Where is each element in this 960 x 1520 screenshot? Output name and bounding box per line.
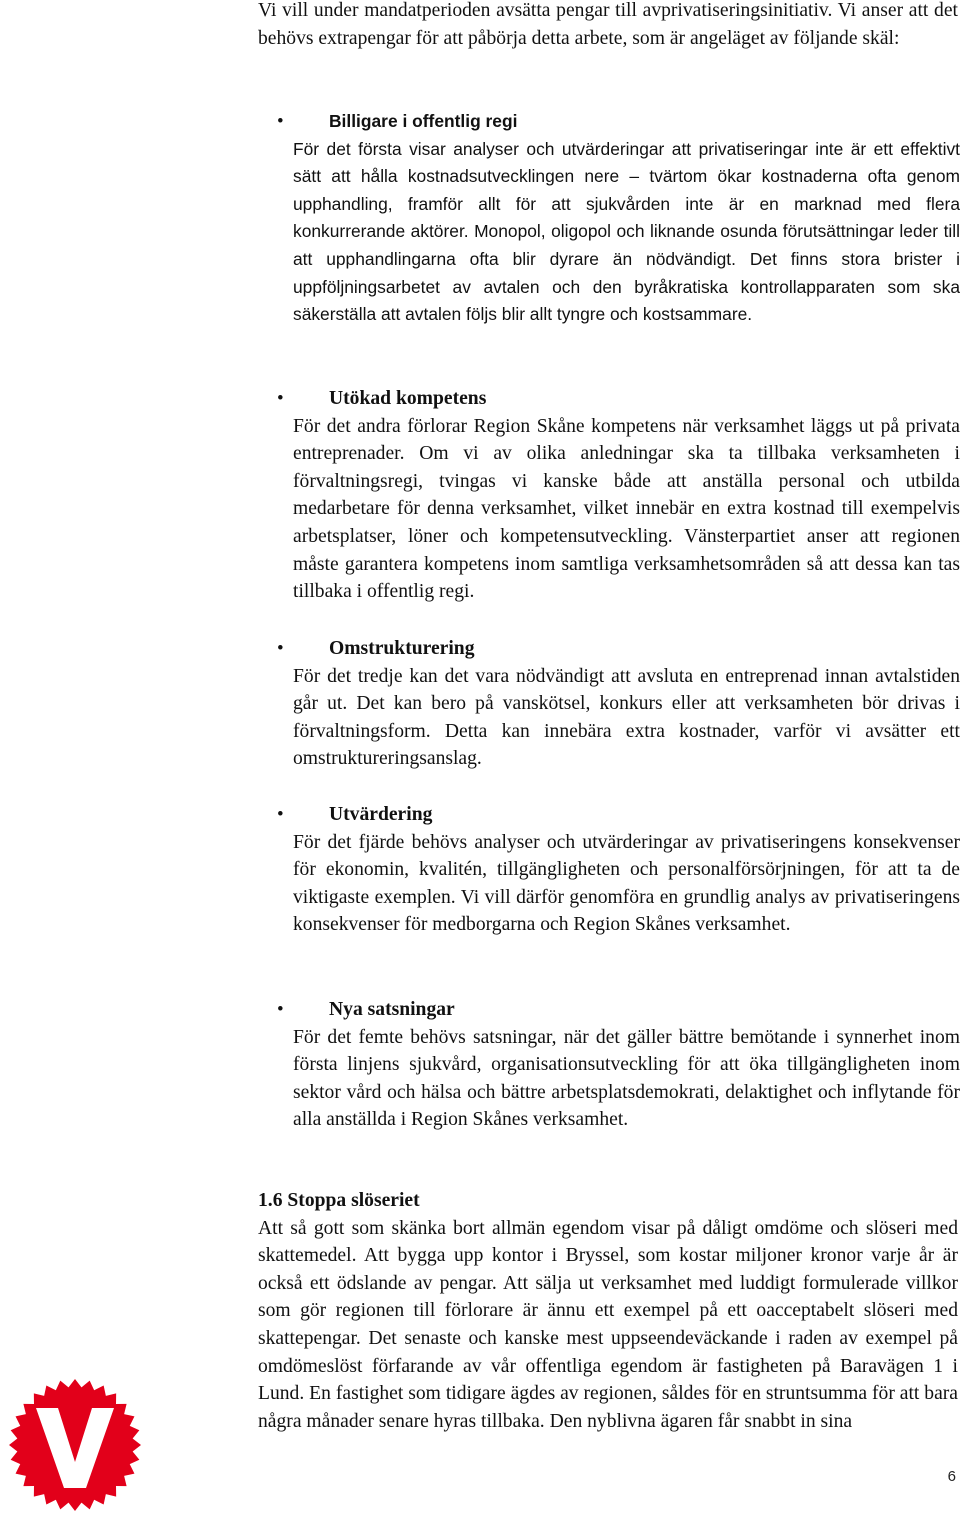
- bullet-text: För det tredje kan det vara nödvändigt att avsluta en entreprenad innan avtalstiden går ut. Det kan bero på vanskötsel, konkurs eller att verksamheten bör drivas i förvaltningsform. Detta kan innebära extra kostnader, varför vi avsätter ett omstruktureringsanslag.: [293, 665, 960, 770]
- section-stoppa-sloseriet: [258, 1187, 958, 1435]
- page-number: 6: [947, 1468, 956, 1485]
- bullet-title: Omstrukturering: [329, 638, 475, 659]
- bullet-marker: •: [277, 638, 284, 659]
- bullet-title: Utökad kompetens: [329, 388, 487, 409]
- bullet-body: [293, 801, 960, 939]
- intro-paragraph: Vi vill under mandatperioden avsätta pengar till avprivatiseringsinitiativ. Vi anser att det behövs extrapengar för att påbörja detta arbete, som är angeläget av följande skäl:: [258, 0, 958, 49]
- bullet-body: [293, 996, 960, 1134]
- bullet-text: För det femte behövs satsningar, när det gäller bättre bemötande i synnerhet inom första linjens sjukvård, organisationsutveckling för att öka tillgängligheten inom sektor vård och hälsa och bättre arbetsplatsdemokrati, delaktighet och inflytande för alla anställda i Region Skånes verksamhet.: [293, 1026, 960, 1131]
- logo-burst: [9, 1379, 141, 1511]
- bullet-title: Utvärdering: [329, 804, 433, 825]
- bullet-title: Billigare i offentlig regi: [329, 111, 518, 131]
- bullet-marker: •: [277, 804, 284, 825]
- bullet-body: [293, 108, 960, 329]
- bullet-text: För det första visar analyser och utvärderingar att privatiseringar inte är ett effektivt sätt att hålla kostnadsutvecklingen nere – tvärtom ökar kostnaderna ofta genom upphandling, framför allt för att sjukvården inte är en marknad med flera konkurrerande aktörer. Monopol, oligopol och liknande osunda förutsättningar leder till att upphandlingarna ofta blir dyrare än nödvändigt. Det finns stora brister i uppföljningsarbetet av avtalen och den byråkratiska kontrollapparaten som ska säkerställa att avtalen följs blir allt tyngre och kostsammare.: [293, 138, 960, 325]
- bullet-marker: •: [277, 388, 284, 409]
- section-text: Att så gott som skänka bort allmän egendom visar på dåligt omdöme och slöseri med skattemedel. Att bygga upp kontor i Bryssel, som kostar miljoner kronor varje år är också ett ödslande av pengar. Att sälja ut verksamhet med luddigt formulerade villkor som gör regionen till förlorare är ännu ett exempel på ett oacceptabelt slöseri med skattepengar. Det senaste och kanske mest uppseendeväckande i raden av exempel på omdömeslöst förfarande av vår offentliga egendom är fastigheten på Baravägen 1 i Lund. En fastighet som tidigare ägdes av regionen, såldes för en struntsumma för att bara några månader senare hyras tillbaka. Den nyblivna ägaren får snabbt in sina: [258, 1217, 958, 1432]
- section-heading: 1.6 Stoppa slöseriet: [258, 1190, 420, 1211]
- bullet-marker: •: [277, 111, 284, 132]
- bullet-body: [293, 635, 960, 773]
- bullet-body: [293, 385, 960, 606]
- bullet-text: För det andra förlorar Region Skåne kompetens när verksamhet läggs ut på privata entreprenader. Om vi av olika anledningar ska ta tillbaka verksamheten i förvaltningsregi, tvingas vi kanske både att anställa personal och utbilda medarbetare för denna verksamhet, vilket innebär en extra kostnad till exempelvis arbetsplatser, löner och kompetensutveckling. Vänsterpartiet anser att regionen måste garantera kompetens inom samtliga verksamhetsområden så att dessa kan tas tillbaka i offentlig regi.: [293, 415, 960, 603]
- bullet-title: Nya satsningar: [329, 999, 455, 1020]
- bullet-text: För det fjärde behövs analyser och utvärderingar av privatiseringens konsekvenser för ekonomin, kvalitén, tillgängligheten och personalförsörjningen, för att ta de viktigaste exemplen. Vi vill därför genomföra en grundlig analys av privatiseringens konsekvenser för medborgarna och Region Skånes verksamhet.: [293, 831, 960, 936]
- vansterpartiet-v-logo-icon: [8, 1378, 142, 1512]
- bullet-marker: •: [277, 999, 284, 1020]
